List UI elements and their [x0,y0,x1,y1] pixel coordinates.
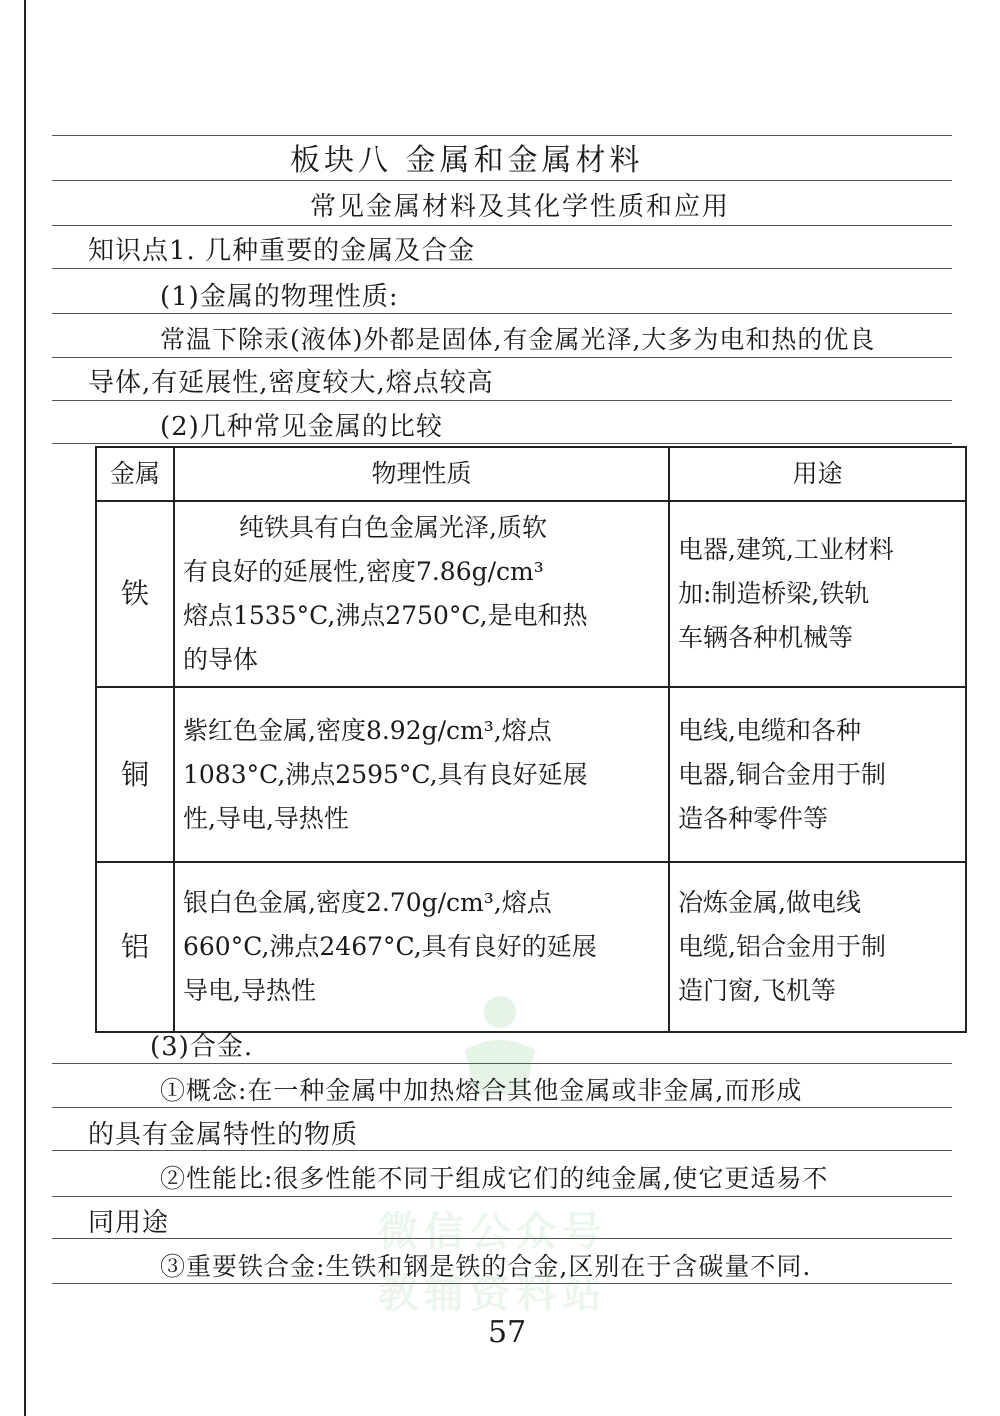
usage-line: 车辆各种机械等 [678,623,854,652]
ruled-line [52,400,952,401]
usage-line: 电缆,铝合金用于制 [678,932,886,961]
alloy-concept-line2: 的具有金属特性的物质 [88,1120,359,1150]
physical-cell [174,862,669,1032]
page-subtitle: 常见金属材料及其化学性质和应用 [310,192,731,222]
usage-line: 冶炼金属,做电线 [678,888,861,917]
section3-label: (3)合金. [150,1032,254,1062]
page-title: 板块八 金属和金属材料 [290,143,644,178]
ruled-line [52,1107,952,1108]
watermark-text-1: 微信公众号 [378,1209,608,1255]
usage-line: 加:制造桥梁,铁轨 [678,579,870,608]
usage-line: 造各种零件等 [678,803,829,833]
section1-line2: 导体,有延展性,密度较大,熔点较高 [88,368,494,398]
ruled-line [52,268,952,269]
physical-line: 660°C,沸点2467°C,具有良好的延展 [183,932,597,961]
alloy-concept-line1: ①概念:在一种金属中加热熔合其他金属或非金属,而形成 [160,1076,803,1105]
usage-cell [669,687,966,862]
physical-line: 有良好的延展性,密度7.86g/cm³ [183,557,544,586]
usage-line: 电器,建筑,工业材料 [678,535,894,564]
usage-cell [669,501,966,687]
column-header-physical: 物理性质 [174,447,669,501]
physical-cell [174,687,669,862]
metal-comparison-table [95,446,967,1033]
alloy-performance-line2: 同用途 [88,1208,170,1238]
ruled-line [52,357,952,358]
ruled-line [52,1150,952,1151]
section1-label: (1)金属的物理性质: [160,282,399,312]
column-header-usage: 用途 [669,447,966,501]
page-number: 57 [488,1315,527,1350]
usage-line: 造门窗,飞机等 [678,976,836,1005]
physical-line: 熔点1535°C,沸点2750°C,是电和热 [183,601,588,630]
ruled-line [52,180,952,181]
table-header-row [96,447,966,501]
metal-cell: 铝 [96,862,174,1032]
metal-cell: 铜 [96,687,174,862]
physical-cell [174,501,669,687]
ruled-line [52,1196,952,1197]
usage-cell [669,862,966,1032]
physical-line: 导电,导热性 [183,976,316,1005]
physical-line: 银白色金属,密度2.70g/cm³,熔点 [183,888,552,917]
usage-line: 电器,铜合金用于制 [678,759,886,789]
table-row-copper [96,687,966,862]
ruled-line [52,225,952,226]
physical-line: 纯铁具有白色金属光泽,质软 [239,513,547,542]
knowledge-point-heading: 知识点1. 几种重要的金属及合金 [88,236,476,266]
physical-line: 的导体 [183,645,259,674]
ruled-line [52,443,952,444]
physical-line: 1083°C,沸点2595°C,具有良好延展 [183,759,588,789]
table-row-aluminum [96,862,966,1032]
metal-cell: 铁 [96,501,174,687]
section1-line1: 常温下除汞(液体)外都是固体,有金属光泽,大多为电和热的优良 [160,325,876,354]
ruled-line [52,135,952,136]
alloy-performance-line1: ②性能比:很多性能不同于组成它们的纯金属,使它更适易不 [160,1164,829,1193]
usage-line: 电线,电缆和各种 [678,715,861,745]
iron-alloy-line: ③重要铁合金:生铁和钢是铁的合金,区别在于含碳量不同. [160,1252,812,1281]
section2-label: (2)几种常见金属的比较 [160,412,443,442]
ruled-line [52,313,952,314]
left-margin-line [24,0,26,1416]
watermark-text-2: 教辅资料站 [378,1271,608,1317]
column-header-metal: 金属 [96,447,174,501]
table-row-iron [96,501,966,687]
physical-line: 性,导电,导热性 [183,803,349,833]
physical-line: 紫红色金属,密度8.92g/cm³,熔点 [183,715,552,745]
